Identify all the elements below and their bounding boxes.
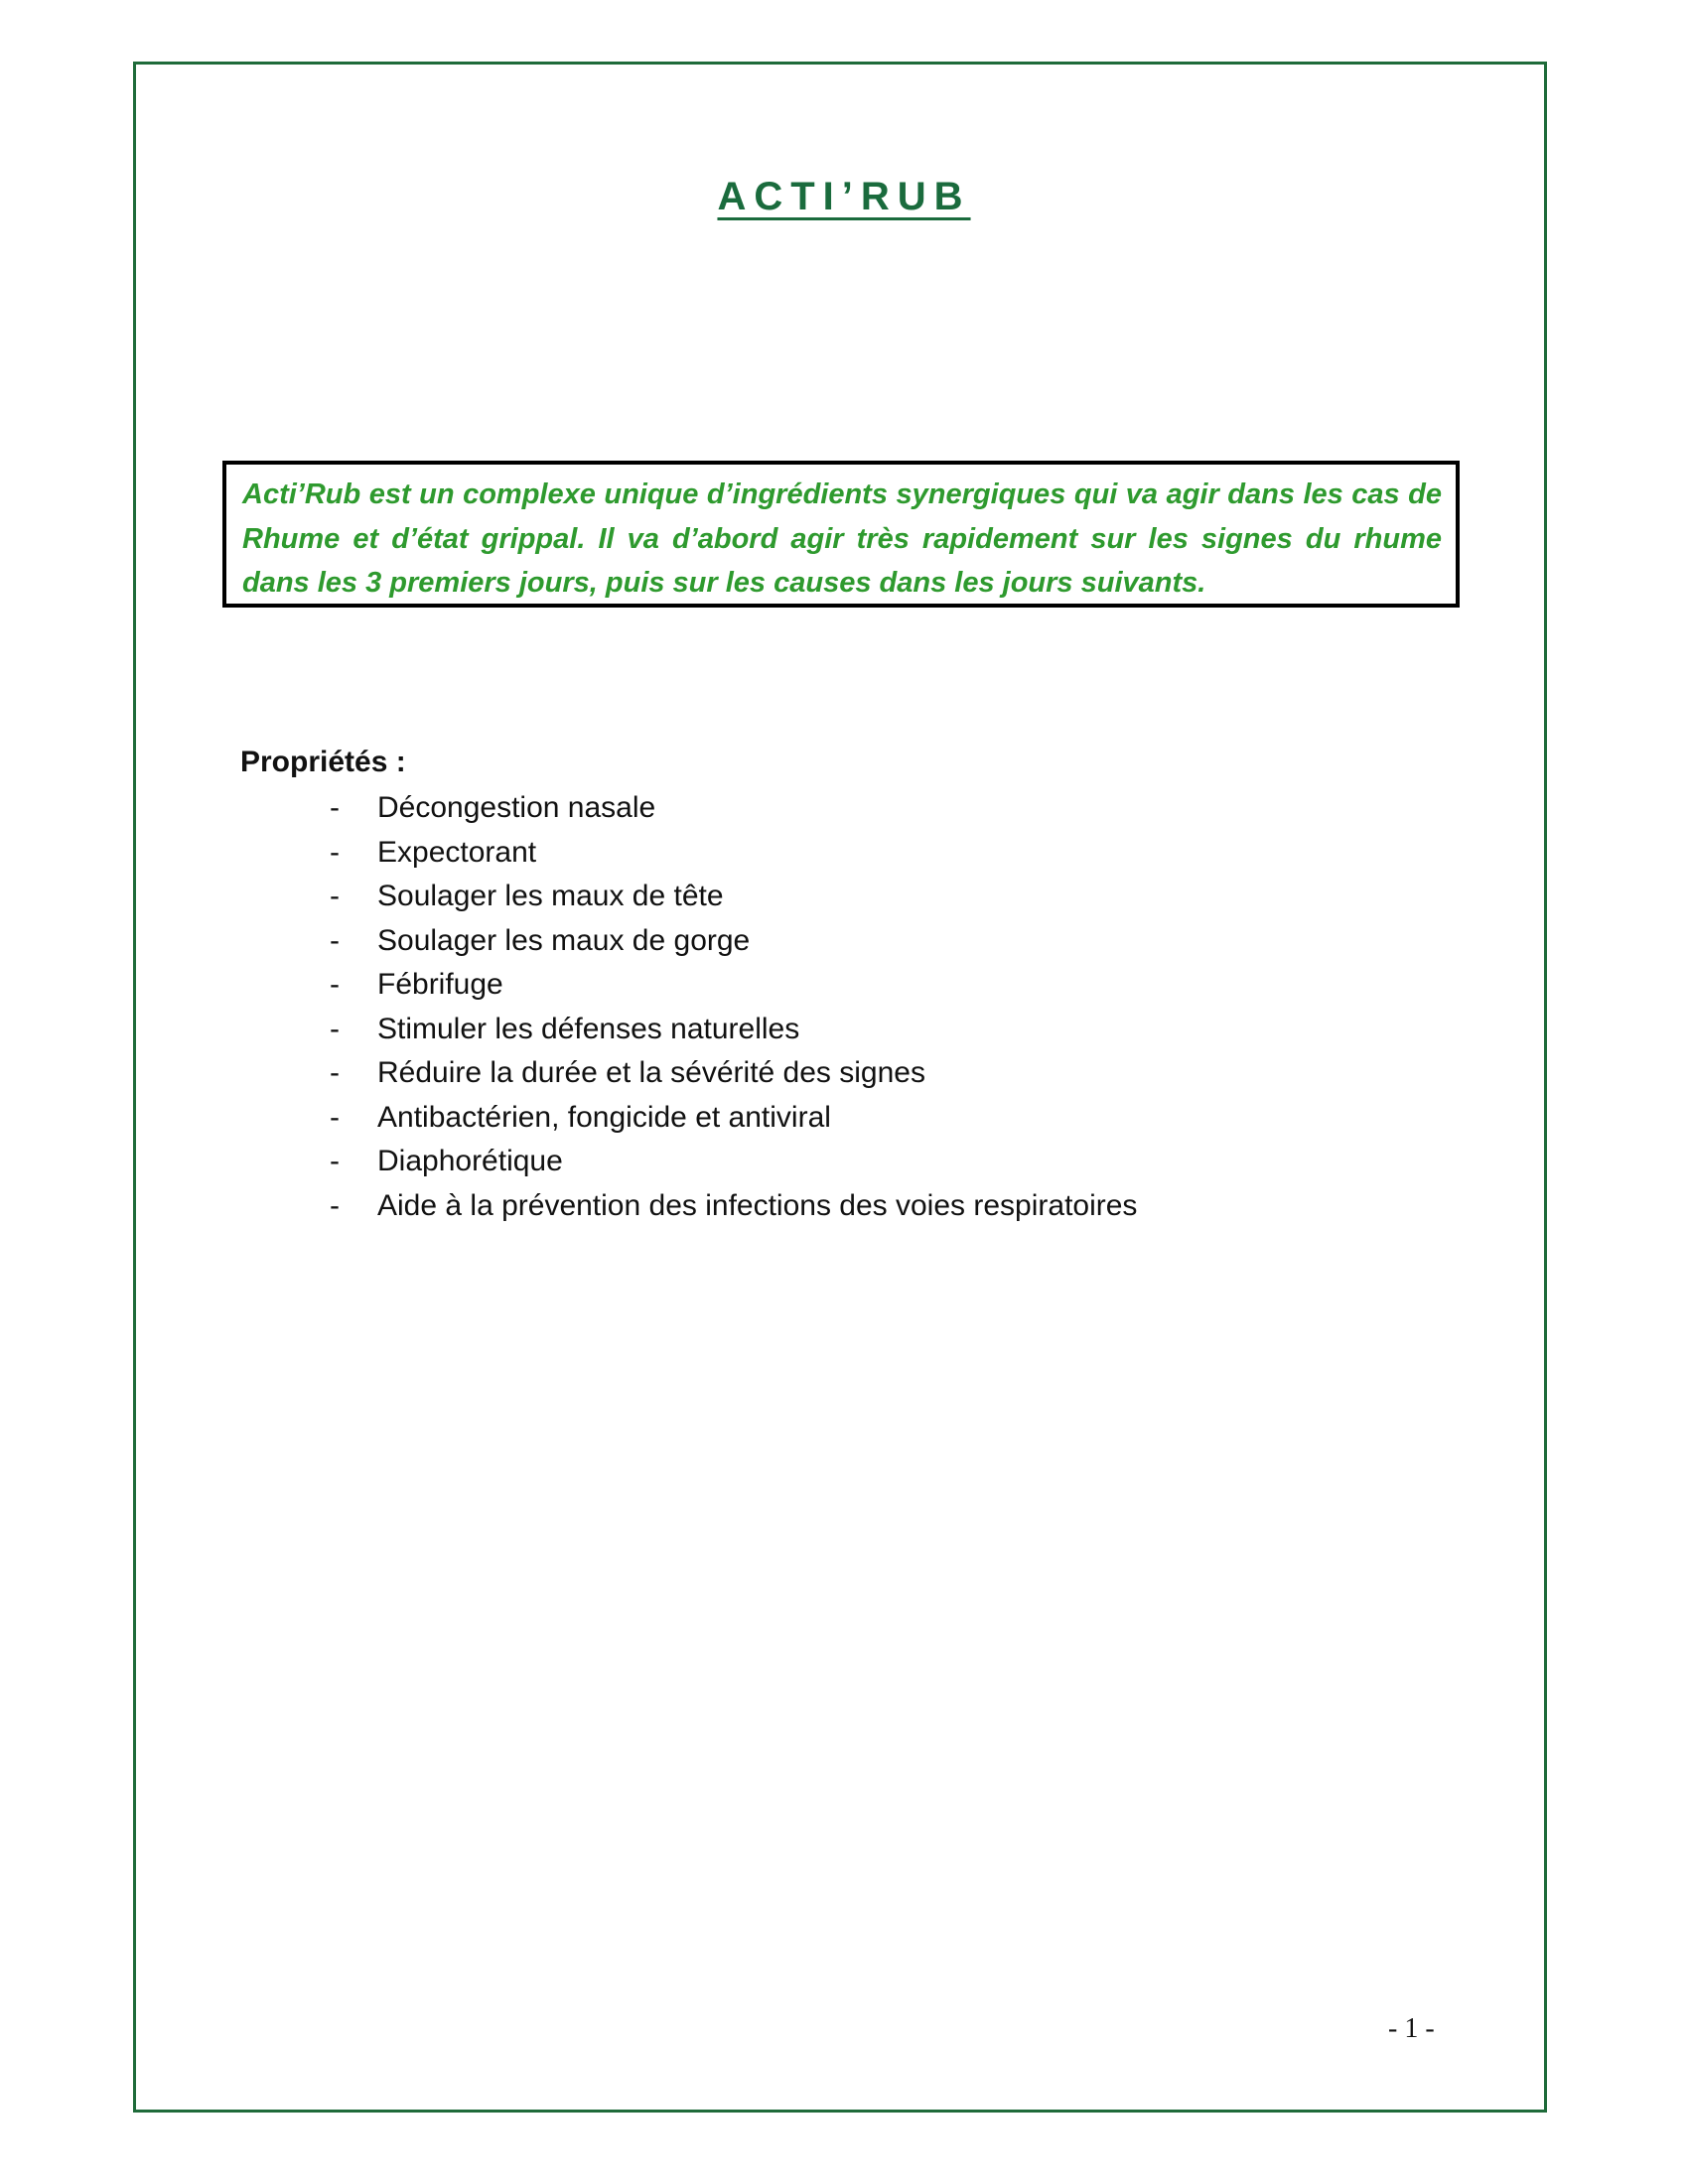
page-number: - 1 - <box>1388 2013 1435 2044</box>
properties-list <box>240 786 1137 1228</box>
list-item <box>240 831 1137 876</box>
bullet-dash: - <box>330 791 340 824</box>
list-item <box>240 875 1137 919</box>
list-item <box>240 1051 1137 1096</box>
list-item-text: Réduire la durée et la sévérité des signes <box>377 1056 925 1089</box>
properties-heading: Propriétés : <box>240 746 406 778</box>
bullet-dash: - <box>330 1100 340 1134</box>
bullet-dash: - <box>330 923 340 957</box>
document-title <box>0 171 1688 222</box>
list-item <box>240 919 1137 964</box>
list-item-text: Fébrifuge <box>377 968 503 1001</box>
list-item-text: Antibactérien, fongicide et antiviral <box>377 1100 831 1134</box>
bullet-dash: - <box>330 1188 340 1222</box>
intro-paragraph: Acti’Rub est un complexe unique d’ingrédients synergiques qui va agir dans les cas de Rhume et d’état grippal. Il va d’abord agir très rapidement sur les signes du rhume dans les 3 premiers jours, puis sur les causes dans les jours suivants. <box>242 478 1442 599</box>
list-item <box>240 1140 1137 1184</box>
intro-box <box>222 461 1460 608</box>
list-item-text: Stimuler les défenses naturelles <box>377 1012 800 1045</box>
list-item-text: Soulager les maux de tête <box>377 880 724 912</box>
document-title-text: ACTI’RUB <box>717 175 971 218</box>
bullet-dash: - <box>330 835 340 869</box>
bullet-dash: - <box>330 1145 340 1177</box>
list-item <box>240 963 1137 1008</box>
bullet-dash: - <box>330 880 340 912</box>
list-item <box>240 1184 1137 1229</box>
bullet-dash: - <box>330 1056 340 1089</box>
list-item <box>240 1096 1137 1141</box>
list-item-text: Expectorant <box>377 835 537 869</box>
list-item-text: Décongestion nasale <box>377 791 656 824</box>
list-item <box>240 786 1137 831</box>
list-item-text: Soulager les maux de gorge <box>377 923 751 957</box>
list-item-text: Diaphorétique <box>377 1145 563 1177</box>
list-item <box>240 1008 1137 1052</box>
bullet-dash: - <box>330 1012 340 1045</box>
bullet-dash: - <box>330 968 340 1001</box>
list-item-text: Aide à la prévention des infections des voies respiratoires <box>377 1188 1138 1222</box>
